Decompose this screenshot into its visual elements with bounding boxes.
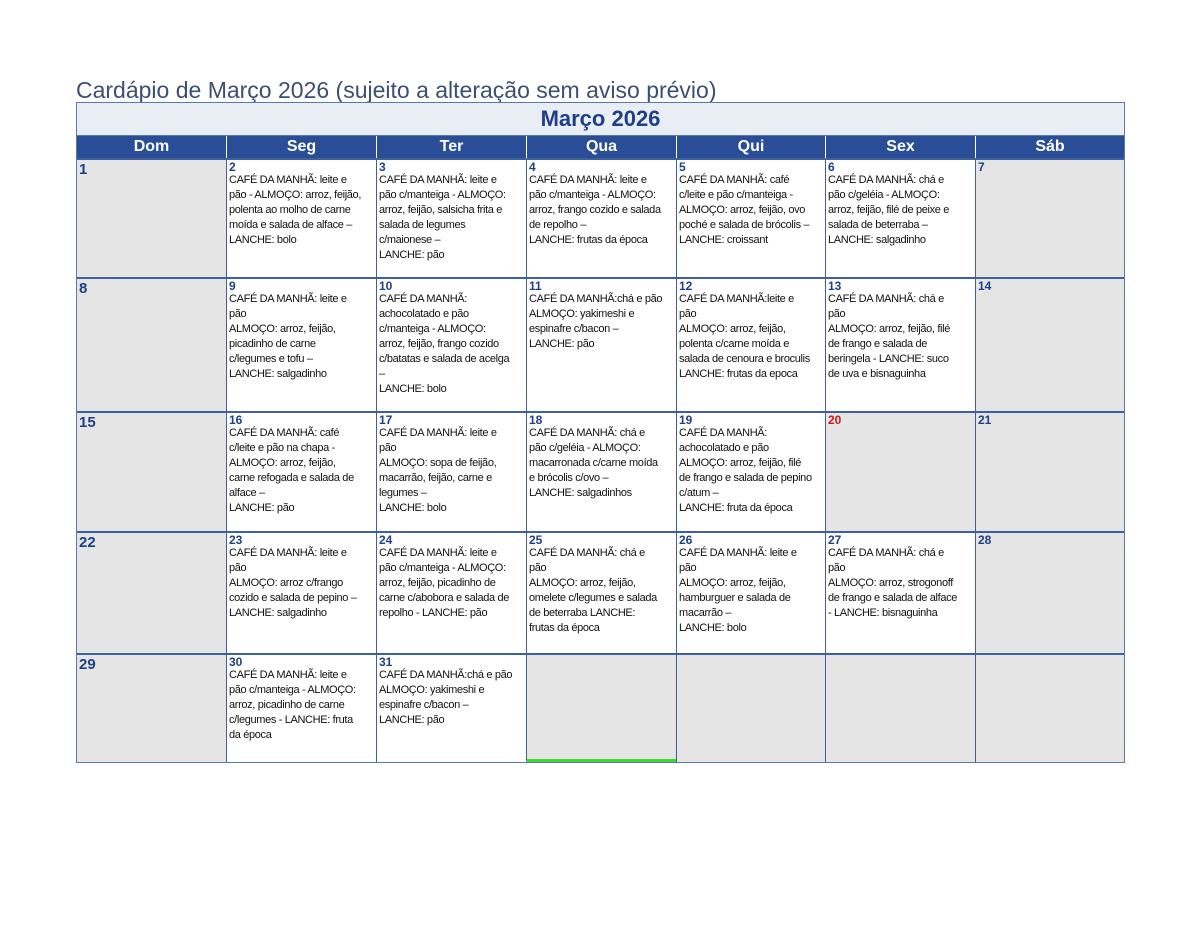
menu-text: CAFÉ DA MANHÃ: chá e pão c/geléia - ALMOÇO: macarronada c/carne moída e brócolis c/ovo – LANCHE: salgadinhos xyxy=(529,427,658,499)
day-cell[interactable] xyxy=(975,533,1124,653)
day-cell[interactable] xyxy=(77,413,226,531)
day-number: 4 xyxy=(529,160,536,174)
day-cell[interactable] xyxy=(526,279,676,411)
day-cell[interactable] xyxy=(526,160,676,277)
day-cell[interactable] xyxy=(376,533,526,653)
day-cell[interactable] xyxy=(376,413,526,531)
menu-text: CAFÉ DA MANHÃ: leite e pão c/manteiga - ALMOÇO: arroz, frango cozido e salada de repolho – LANCHE: frutas da época xyxy=(529,174,661,246)
menu-text: CAFÉ DA MANHÃ: chá e pão ALMOÇO: arroz, feijão, omelete c/legumes e salada de beterraba LANCHE: frutas da época xyxy=(529,547,657,634)
day-cell[interactable] xyxy=(226,160,376,277)
menu-text: CAFÉ DA MANHÃ: leite e pão c/manteiga - ALMOÇO: arroz, feijão, salsicha frita e salada de legumes c/maionese – LANCHE: pão xyxy=(379,174,506,261)
menu-text: CAFÉ DA MANHÃ: leite e pão - ALMOÇO: arroz, feijão, polenta ao molho de carne moída e salada de alface – LANCHE: bolo xyxy=(229,174,362,246)
day-cell[interactable] xyxy=(376,655,526,762)
day-number: 18 xyxy=(529,413,543,427)
day-cell[interactable] xyxy=(77,655,226,762)
day-number: 27 xyxy=(828,533,842,547)
calendar-week xyxy=(77,277,1124,411)
day-number: 19 xyxy=(679,413,693,427)
day-number: 22 xyxy=(79,534,96,551)
day-number: 6 xyxy=(828,160,835,174)
day-cell[interactable] xyxy=(825,533,975,653)
day-number: 11 xyxy=(529,279,542,293)
weekday-thursday: Qui xyxy=(676,136,825,158)
day-cell[interactable] xyxy=(526,413,676,531)
menu-text: CAFÉ DA MANHÃ: café c/leite e pão na chapa - ALMOÇO: arroz, feijão, carne refogada e salada de alface – LANCHE: pão xyxy=(229,427,354,514)
day-cell[interactable] xyxy=(975,279,1124,411)
day-number: 2 xyxy=(229,160,236,174)
day-cell-empty xyxy=(825,655,975,762)
menu-text: CAFÉ DA MANHÃ: chá e pão c/geléia - ALMOÇO: arroz, feijão, filé de peixe e salada de beterraba – LANCHE: salgadinho xyxy=(828,174,949,246)
day-cell[interactable] xyxy=(77,279,226,411)
weekday-header-row xyxy=(77,136,1124,158)
weekday-tuesday: Ter xyxy=(376,136,526,158)
calendar-week xyxy=(77,158,1124,277)
weekday-saturday: Sáb xyxy=(975,136,1124,158)
calendar xyxy=(76,102,1125,763)
day-number: 31 xyxy=(379,655,393,669)
day-number: 9 xyxy=(229,279,236,293)
day-number: 26 xyxy=(679,533,693,547)
menu-text: CAFÉ DA MANHÃ: chá e pão ALMOÇO: arroz, feijão, filé de frango e salada de beringela - LANCHE: suco de uva e bisnaguinha xyxy=(828,293,950,380)
menu-text: CAFÉ DA MANHÃ: café c/leite e pão c/manteiga - ALMOÇO: arroz, feijão, ovo poché e salada de brócolis – LANCHE: croissant xyxy=(679,174,810,246)
day-cell-holiday[interactable] xyxy=(825,413,975,531)
menu-text: CAFÉ DA MANHÃ: leite e pão ALMOÇO: arroz, feijão, picadinho de carne c/legumes e tofu – LANCHE: salgadinho xyxy=(229,293,347,380)
day-cell[interactable] xyxy=(825,279,975,411)
menu-text: CAFÉ DA MANHÃ:chá e pão ALMOÇO: yakimeshi e espinafre c/bacon – LANCHE: pão xyxy=(379,669,513,726)
menu-text: CAFÉ DA MANHÃ: leite e pão ALMOÇO: arroz c/frango cozido e salada de pepino – LANCHE: salgadinho xyxy=(229,547,357,619)
day-number: 16 xyxy=(229,413,243,427)
weekday-monday: Seg xyxy=(226,136,376,158)
day-cell[interactable] xyxy=(226,279,376,411)
day-number: 30 xyxy=(229,655,243,669)
day-cell-empty xyxy=(526,655,676,762)
day-cell[interactable] xyxy=(226,413,376,531)
day-cell[interactable] xyxy=(825,160,975,277)
day-cell[interactable] xyxy=(376,160,526,277)
day-cell[interactable] xyxy=(226,655,376,762)
day-number: 28 xyxy=(978,533,992,547)
month-header: Março 2026 xyxy=(77,103,1124,136)
day-cell[interactable] xyxy=(975,413,1124,531)
calendar-week xyxy=(77,411,1124,531)
day-cell[interactable] xyxy=(526,533,676,653)
day-number: 25 xyxy=(529,533,543,547)
day-number: 20 xyxy=(828,413,842,427)
day-cell[interactable] xyxy=(975,160,1124,277)
day-cell-empty xyxy=(975,655,1124,762)
day-number: 14 xyxy=(978,279,992,293)
day-cell[interactable] xyxy=(226,533,376,653)
day-cell[interactable] xyxy=(376,279,526,411)
menu-text: CAFÉ DA MANHÃ: leite e pão c/manteiga - ALMOÇO: arroz, picadinho de carne c/legumes - LANCHE: fruta da época xyxy=(229,669,356,741)
day-cell[interactable] xyxy=(676,279,825,411)
menu-text: CAFÉ DA MANHÃ: leite e pão c/manteiga - ALMOÇO: arroz, feijão, picadinho de carne c/abobora e salada de repolho - LANCHE: pão xyxy=(379,547,509,619)
day-cell[interactable] xyxy=(77,160,226,277)
menu-text: CAFÉ DA MANHÃ: leite e pão ALMOÇO: arroz, feijão, hamburguer e salada de macarrão – LANCHE: bolo xyxy=(679,547,797,634)
day-number: 7 xyxy=(978,160,985,174)
menu-text: CAFÉ DA MANHÃ: leite e pão ALMOÇO: sopa de feijão, macarrão, feijão, carne e legumes – LANCHE: bolo xyxy=(379,427,497,514)
day-number: 13 xyxy=(828,279,842,293)
day-cell[interactable] xyxy=(676,160,825,277)
calendar-week xyxy=(77,653,1124,762)
day-number: 29 xyxy=(79,656,96,673)
day-cell[interactable] xyxy=(77,533,226,653)
day-number: 23 xyxy=(229,533,243,547)
menu-text: CAFÉ DA MANHÃ: achocolatado e pão c/manteiga - ALMOÇO: arroz, feijão, frango cozido c/batatas e salada de acelga – LANCHE: bolo xyxy=(379,293,510,395)
day-number: 21 xyxy=(978,413,992,427)
page-title: Cardápio de Março 2026 (sujeito a alteração sem aviso prévio) xyxy=(76,77,717,103)
weekday-wednesday: Qua xyxy=(526,136,676,158)
day-number: 8 xyxy=(79,280,88,297)
weekday-friday: Sex xyxy=(825,136,975,158)
day-cell[interactable] xyxy=(676,413,825,531)
calendar-week xyxy=(77,531,1124,653)
menu-text: CAFÉ DA MANHÃ:leite e pão ALMOÇO: arroz, feijão, polenta c/carne moída e salada de cenoura e broculis LANCHE: frutas da epoca xyxy=(679,293,810,380)
day-number: 15 xyxy=(79,414,96,431)
day-number: 1 xyxy=(79,161,88,178)
day-number: 17 xyxy=(379,413,393,427)
day-number: 12 xyxy=(679,279,693,293)
menu-text: CAFÉ DA MANHÃ: achocolatado e pão ALMOÇO: arroz, feijão, filé de frango e salada de pepino c/atum – LANCHE: fruta da época xyxy=(679,427,812,514)
day-number: 24 xyxy=(379,533,393,547)
day-number: 10 xyxy=(379,279,393,293)
day-number: 3 xyxy=(379,160,386,174)
menu-text: CAFÉ DA MANHÃ: chá e pão ALMOÇO: arroz, strogonoff de frango e salada de alface - LANCHE: bisnaguinha xyxy=(828,547,958,619)
day-number: 5 xyxy=(679,160,686,174)
day-cell[interactable] xyxy=(676,533,825,653)
weekday-sunday: Dom xyxy=(133,138,170,155)
menu-text: CAFÉ DA MANHÃ:chá e pão ALMOÇO: yakimeshi e espinafre c/bacon – LANCHE: pão xyxy=(529,293,663,350)
day-cell-empty xyxy=(676,655,825,762)
